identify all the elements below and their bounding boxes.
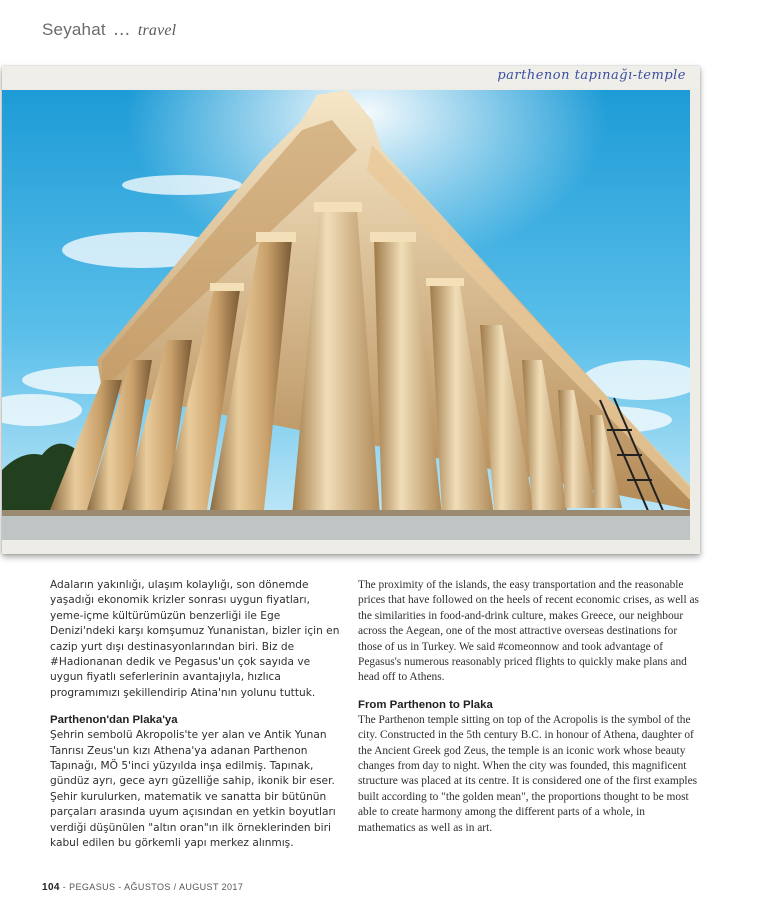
turkish-column — [50, 578, 340, 852]
parthenon-illustration — [2, 90, 690, 540]
turkish-intro: Adaların yakınlığı, ulaşım kolaylığı, son dönemde yaşadığı ekonomik krizler sonrası uygun fiyatları, yeme-içme kültürümüzün benzerliği ile Ege Denizi'ndeki karşı komşumuz Yunanistan, bizler için en cazip yurt dışı destinasyonlarından biri. Biz de #Hadionanan dedik ve Pegasus'un çok sayıda ve uygun fiyatlı seferlerinin avantajıyla, hızlıca programımızı şekillendirip Atina'nın yolunu tuttuk. — [50, 579, 340, 699]
section-title-tr: Seyahat — [42, 20, 106, 39]
english-body: The Parthenon temple sitting on top of the Acropolis is the symbol of the city. Constructed in the 5th century B.C. in honour of Athena, daughter of the Ancient Greek god Zeus, the temple is an iconic work whose beauty changes from day to night. When the city was founded, this magnificent structure was placed at its centre. It is considered one of the first examples built according to "the golden mean", the proportions thought to be most able to create harmony among the different parts of a whole, in mathematics as well as in art. — [358, 713, 698, 834]
english-heading: From Parthenon to Plaka — [358, 698, 493, 711]
english-column — [358, 578, 703, 836]
section-separator: ... — [113, 20, 131, 40]
english-intro: The proximity of the islands, the easy transportation and the reasonable prices that have followed on the heels of recent economic crises, as well as the similarities in food-and-drink culture, makes Greece, our neighbour across the Aegean, one of the most attractive overseas destinations for those of us in Turkey. We said #comeonnow and took advantage of Pegasus's numerous reasonably priced flights to quickly make plans and head off to Athens. — [358, 579, 699, 684]
page-footer — [42, 882, 243, 893]
photo-caption: parthenon tapınağı-temple — [497, 68, 686, 83]
page-number: 104 — [42, 882, 60, 893]
section-title-en: travel — [137, 22, 177, 39]
turkish-body: Şehrin sembolü Akropolis'te yer alan ve Antik Yunan Tanrısı Zeus'un kızı Athena'ya adanan Parthenon Tapınağı, MÖ 5'inci yüzyılda inşa edilmiş. Tapınak, gündüz ayrı, gece ayrı güzelliğe sahip, ikonik bir eser. Şehir kurulurken, matematik ve sanatta bir bütünün parçaları arasında uyum açısından en yetkin boyutları verdiği düşünülen "altın oran"ın ilk örneklerinden biri kabul edilen bu görkemli yapı merkez alınmış. — [50, 729, 336, 850]
photo-frame-top — [2, 66, 700, 88]
section-header — [42, 20, 176, 40]
photo-frame — [2, 66, 700, 554]
parthenon-photo — [2, 90, 690, 540]
footer-text: - PEGASUS - AĞUSTOS / AUGUST 2017 — [62, 882, 244, 892]
turkish-heading: Parthenon'dan Plaka'ya — [50, 714, 178, 727]
